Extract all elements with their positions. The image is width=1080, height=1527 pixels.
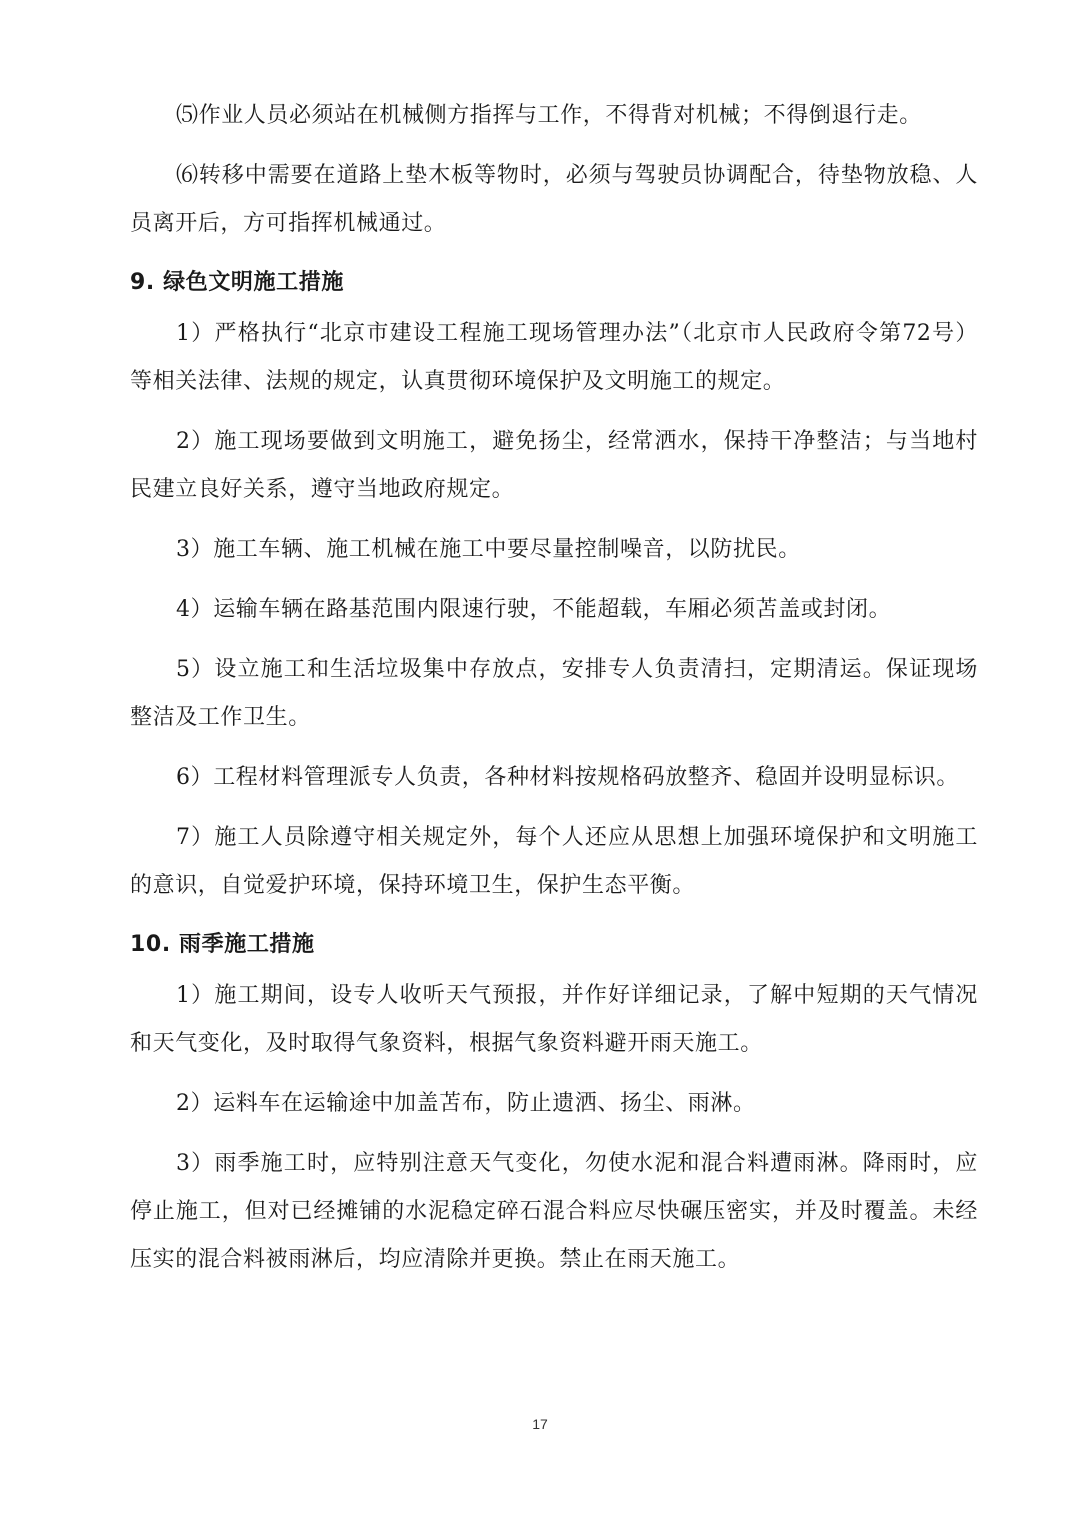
section9-item-5: 5）设立施工和生活垃圾集中存放点，安排专人负责清扫，定期清运。保证现场整洁及工作卫生。 (130, 657, 978, 730)
section-heading-rainy-season: 10. 雨季施工措施 (130, 932, 315, 957)
document-body (130, 92, 978, 1296)
page-number: 17 (532, 1416, 548, 1432)
section10-item-1: 1）施工期间，设专人收听天气预报，并作好详细记录，了解中短期的天气情况和天气变化，及时取得气象资料，根据气象资料避开雨天施工。 (130, 983, 978, 1056)
section-heading-green-construction: 9. 绿色文明施工措施 (130, 270, 344, 295)
section9-item-6: 6）工程材料管理派专人负责，各种材料按规格码放整齐、稳固并设明显标识。 (176, 765, 959, 790)
section9-item-2: 2）施工现场要做到文明施工，避免扬尘，经常洒水，保持干净整洁；与当地村民建立良好关系，遵守当地政府规定。 (130, 429, 978, 502)
section9-item-3: 3）施工车辆、施工机械在施工中要尽量控制噪音，以防扰民。 (176, 537, 801, 562)
section9-item-1: 1）严格执行“北京市建设工程施工现场管理办法”（北京市人民政府令第72号）等相关法律、法规的规定，认真贯彻环境保护及文明施工的规定。 (130, 321, 978, 394)
section9-item-7: 7）施工人员除遵守相关规定外，每个人还应从思想上加强环境保护和文明施工的意识，自觉爱护环境，保持环境卫生，保护生态平衡。 (130, 825, 978, 898)
section10-item-3: 3）雨季施工时，应特别注意天气变化，勿使水泥和混合料遭雨淋。降雨时，应停止施工，但对已经摊铺的水泥稳定碎石混合料应尽快碾压密实，并及时覆盖。未经压实的混合料被雨淋后，均应清除并更换。禁止在雨天施工。 (130, 1151, 978, 1272)
section10-item-2: 2）运料车在运输途中加盖苫布，防止遗洒、扬尘、雨淋。 (176, 1091, 756, 1116)
paragraph-item-5: ⑸作业人员必须站在机械侧方指挥与工作，不得背对机械；不得倒退行走。 (176, 103, 922, 128)
paragraph-item-6: ⑹转移中需要在道路上垫木板等物时，必须与驾驶员协调配合，待垫物放稳、人员离开后，方可指挥机械通过。 (130, 163, 978, 236)
section9-item-4: 4）运输车辆在路基范围内限速行驶，不能超载，车厢必须苫盖或封闭。 (176, 597, 892, 622)
